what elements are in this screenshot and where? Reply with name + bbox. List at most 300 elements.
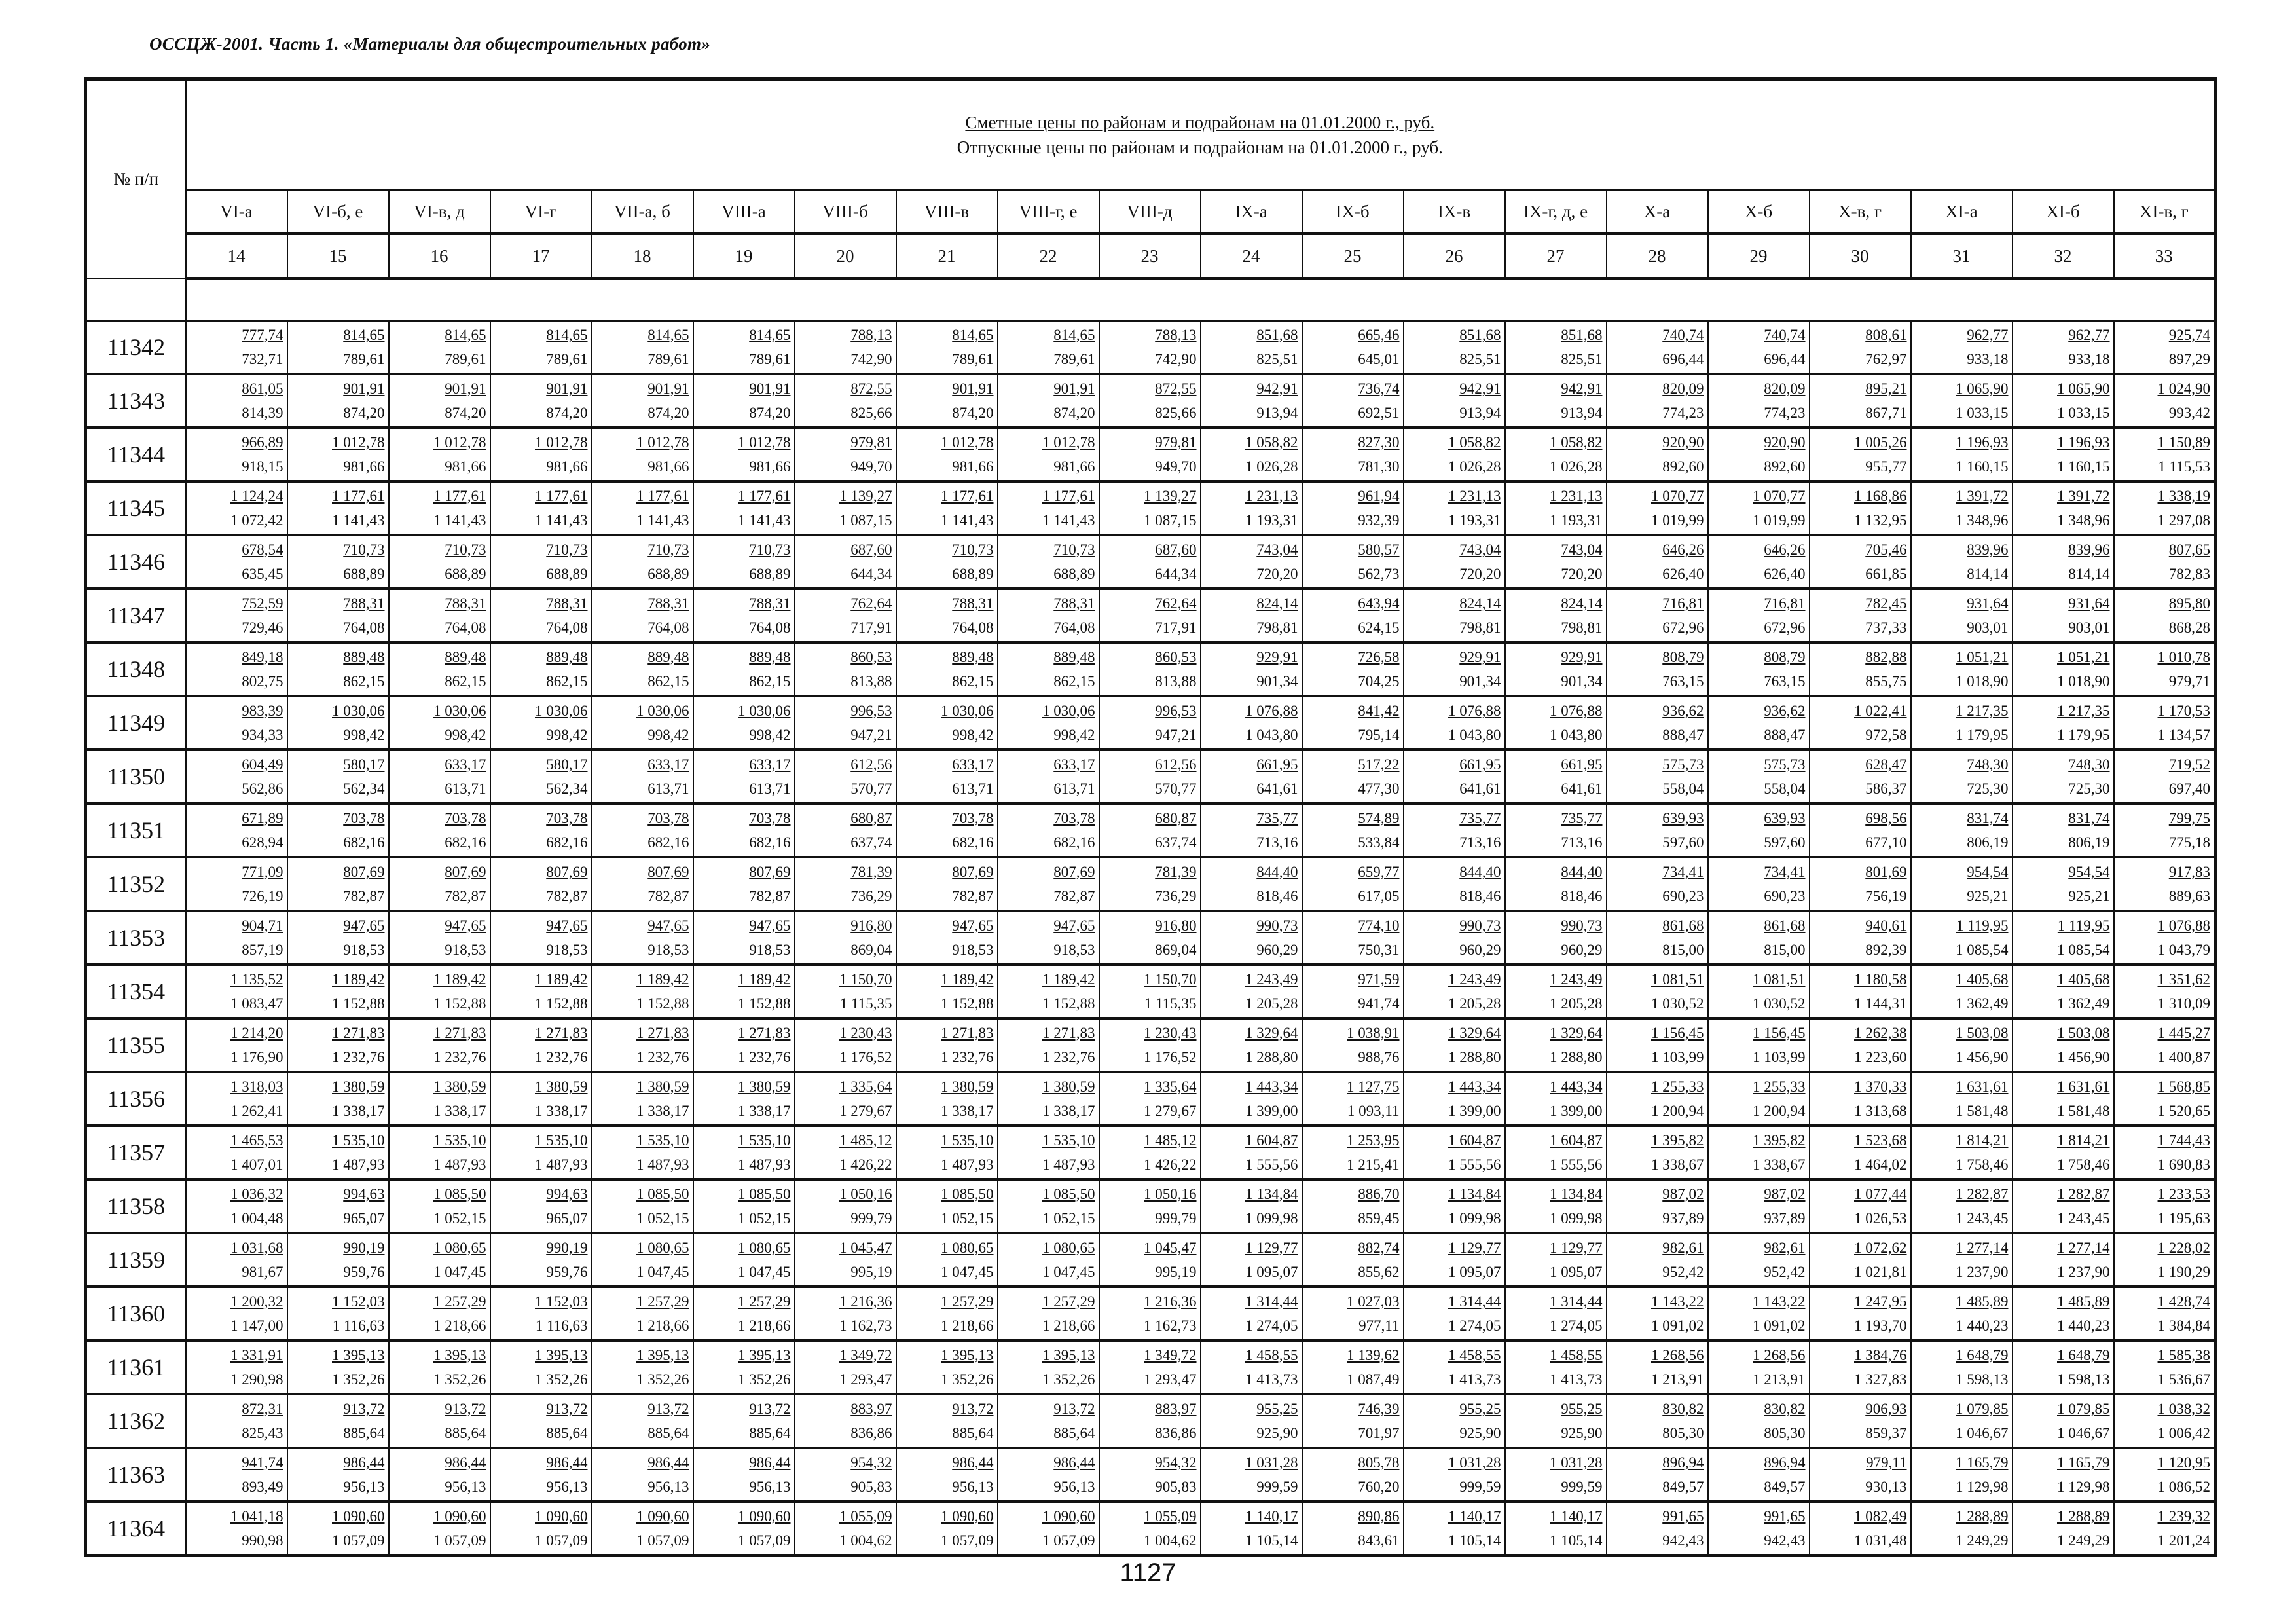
price-cell bbox=[1099, 1018, 1201, 1072]
price-cell bbox=[2114, 911, 2215, 965]
estimate-price: 743,04 bbox=[1561, 542, 1603, 558]
price-cell bbox=[186, 911, 287, 965]
release-price: 1 338,17 bbox=[332, 1103, 385, 1119]
release-price: 1 072,42 bbox=[230, 512, 283, 528]
release-price: 995,19 bbox=[850, 1264, 892, 1280]
estimate-price: 1 140,17 bbox=[1245, 1508, 1298, 1524]
row-code: 11358 bbox=[86, 1179, 186, 1233]
price-cell bbox=[592, 1340, 693, 1394]
release-price: 1 232,76 bbox=[941, 1049, 994, 1065]
release-price: 774,23 bbox=[1662, 405, 1704, 421]
price-cell bbox=[592, 803, 693, 857]
estimate-price: 1 189,42 bbox=[535, 971, 588, 987]
price-cell bbox=[896, 911, 998, 965]
release-price: 637,74 bbox=[850, 834, 892, 851]
release-price: 1 310,09 bbox=[2157, 995, 2211, 1012]
release-price: 1 193,31 bbox=[1550, 512, 1603, 528]
estimate-price: 986,44 bbox=[647, 1454, 689, 1471]
release-price: 690,23 bbox=[1764, 888, 1806, 904]
price-cell bbox=[896, 1287, 998, 1340]
estimate-price: 991,65 bbox=[1662, 1508, 1704, 1524]
estimate-price: 1 085,50 bbox=[636, 1186, 689, 1202]
release-price: 1 413,73 bbox=[1448, 1371, 1501, 1388]
release-price: 1 179,95 bbox=[2057, 727, 2110, 743]
price-cell bbox=[1099, 374, 1201, 428]
price-cell bbox=[1201, 481, 1302, 535]
release-price: 1 313,68 bbox=[1854, 1103, 1907, 1119]
price-cell bbox=[1505, 1502, 1607, 1556]
price-cell bbox=[2013, 1018, 2114, 1072]
estimate-price: 860,53 bbox=[850, 649, 892, 665]
release-price: 1 555,56 bbox=[1550, 1156, 1603, 1173]
estimate-price: 901,91 bbox=[647, 380, 689, 397]
estimate-price: 1 277,14 bbox=[2057, 1240, 2110, 1256]
price-cell bbox=[1099, 965, 1201, 1018]
estimate-price: 1 134,84 bbox=[1245, 1186, 1298, 1202]
price-cell bbox=[2013, 1340, 2114, 1394]
price-cell bbox=[896, 1340, 998, 1394]
price-cell bbox=[896, 589, 998, 642]
row-code: 11364 bbox=[86, 1502, 186, 1556]
release-price: 849,57 bbox=[1764, 1479, 1806, 1495]
price-cell bbox=[1404, 1448, 1505, 1502]
release-price: 981,66 bbox=[1053, 458, 1095, 475]
price-cell bbox=[1911, 1233, 2013, 1287]
estimate-price: 814,65 bbox=[343, 327, 385, 343]
estimate-price: 1 744,43 bbox=[2157, 1132, 2211, 1149]
price-cell bbox=[287, 750, 389, 803]
release-price: 862,15 bbox=[546, 673, 588, 690]
price-cell bbox=[1607, 642, 1708, 696]
release-price: 1 095,07 bbox=[1245, 1264, 1298, 1280]
estimate-price: 639,93 bbox=[1662, 810, 1704, 826]
estimate-price: 633,17 bbox=[1053, 756, 1095, 773]
price-cell bbox=[2013, 481, 2114, 535]
release-price: 998,42 bbox=[546, 727, 588, 743]
price-cell bbox=[693, 803, 795, 857]
release-price: 1 087,15 bbox=[839, 512, 892, 528]
price-cell bbox=[287, 374, 389, 428]
price-cell bbox=[186, 374, 287, 428]
price-cell bbox=[1505, 857, 1607, 911]
price-cell bbox=[1911, 1126, 2013, 1179]
column-number: 14 bbox=[186, 234, 287, 278]
estimate-price: 1 329,64 bbox=[1245, 1025, 1298, 1041]
estimate-price: 1 140,17 bbox=[1550, 1508, 1603, 1524]
release-price: 1 293,47 bbox=[1144, 1371, 1197, 1388]
price-cell bbox=[287, 911, 389, 965]
release-price: 764,08 bbox=[647, 619, 689, 636]
price-cell bbox=[1099, 857, 1201, 911]
price-cell bbox=[896, 374, 998, 428]
price-cell bbox=[1404, 589, 1505, 642]
price-cell bbox=[1607, 911, 1708, 965]
release-price: 1 176,90 bbox=[230, 1049, 283, 1065]
column-number: 21 bbox=[896, 234, 998, 278]
estimate-price: 788,13 bbox=[850, 327, 892, 343]
price-cell bbox=[2013, 803, 2114, 857]
release-price: 729,46 bbox=[242, 619, 283, 636]
estimate-price: 1 030,06 bbox=[941, 703, 994, 719]
estimate-price: 851,68 bbox=[1256, 327, 1298, 343]
estimate-price: 982,61 bbox=[1662, 1240, 1704, 1256]
estimate-price: 955,25 bbox=[1561, 1401, 1603, 1417]
release-price: 613,71 bbox=[952, 781, 994, 797]
release-price: 806,19 bbox=[2068, 834, 2110, 851]
price-cell bbox=[896, 1448, 998, 1502]
price-cell bbox=[186, 1018, 287, 1072]
estimate-price: 1 233,53 bbox=[2157, 1186, 2211, 1202]
release-price: 960,29 bbox=[1561, 942, 1603, 958]
estimate-price: 633,17 bbox=[952, 756, 994, 773]
estimate-price: 994,63 bbox=[546, 1186, 588, 1202]
estimate-price: 1 465,53 bbox=[230, 1132, 283, 1149]
price-cell bbox=[1099, 1448, 1201, 1502]
estimate-price: 1 535,10 bbox=[433, 1132, 486, 1149]
release-price: 1 200,94 bbox=[1651, 1103, 1704, 1119]
estimate-price: 954,32 bbox=[850, 1454, 892, 1471]
row-code: 11356 bbox=[86, 1072, 186, 1126]
release-price: 867,71 bbox=[1865, 405, 1907, 421]
release-price: 918,53 bbox=[445, 942, 486, 958]
table-row bbox=[86, 1502, 2215, 1556]
estimate-price: 1 262,38 bbox=[1854, 1025, 1907, 1041]
estimate-price: 1 055,09 bbox=[839, 1508, 892, 1524]
estimate-price: 936,62 bbox=[1764, 703, 1806, 719]
estimate-price: 1 081,51 bbox=[1753, 971, 1806, 987]
estimate-price: 820,09 bbox=[1662, 380, 1704, 397]
estimate-price: 1 177,61 bbox=[636, 488, 689, 504]
estimate-price: 1 012,78 bbox=[433, 434, 486, 451]
price-cell bbox=[1404, 750, 1505, 803]
price-cell bbox=[1708, 803, 1810, 857]
estimate-price: 716,81 bbox=[1764, 595, 1806, 612]
estimate-price: 1 214,20 bbox=[230, 1025, 283, 1041]
price-cell bbox=[389, 1126, 490, 1179]
release-price: 1 083,47 bbox=[230, 995, 283, 1012]
release-price: 1 232,76 bbox=[636, 1049, 689, 1065]
price-cell bbox=[1810, 750, 1911, 803]
price-cell bbox=[186, 1287, 287, 1340]
table-row bbox=[86, 1394, 2215, 1448]
release-price: 805,30 bbox=[1764, 1425, 1806, 1441]
estimate-price: 1 380,59 bbox=[1042, 1079, 1095, 1095]
price-cell bbox=[1911, 857, 2013, 911]
estimate-price: 1 271,83 bbox=[535, 1025, 588, 1041]
estimate-price: 1 010,78 bbox=[2157, 649, 2211, 665]
estimate-price: 920,90 bbox=[1764, 434, 1806, 451]
estimate-price: 612,56 bbox=[850, 756, 892, 773]
price-cell bbox=[896, 1018, 998, 1072]
price-cell bbox=[389, 535, 490, 589]
estimate-price: 925,74 bbox=[2168, 327, 2211, 343]
price-cell bbox=[1099, 696, 1201, 750]
release-price: 1 348,96 bbox=[1956, 512, 2009, 528]
release-price: 903,01 bbox=[1967, 619, 2009, 636]
estimate-price: 575,73 bbox=[1662, 756, 1704, 773]
row-code: 11348 bbox=[86, 642, 186, 696]
estimate-price: 1 443,34 bbox=[1550, 1079, 1603, 1095]
estimate-price: 890,86 bbox=[1358, 1508, 1400, 1524]
price-cell bbox=[1201, 642, 1302, 696]
release-price: 825,66 bbox=[850, 405, 892, 421]
estimate-price: 962,77 bbox=[1967, 327, 2009, 343]
release-price: 782,87 bbox=[952, 888, 994, 904]
estimate-price: 799,75 bbox=[2168, 810, 2211, 826]
price-cell bbox=[1201, 589, 1302, 642]
estimate-price: 1 535,10 bbox=[535, 1132, 588, 1149]
estimate-price: 1 814,21 bbox=[2057, 1132, 2110, 1149]
estimate-price: 748,30 bbox=[1967, 756, 2009, 773]
price-cell bbox=[2114, 481, 2215, 535]
price-cell bbox=[2013, 1502, 2114, 1556]
price-cell bbox=[693, 965, 795, 1018]
release-price: 1 047,45 bbox=[636, 1264, 689, 1280]
table-row bbox=[86, 535, 2215, 589]
estimate-price: 986,44 bbox=[343, 1454, 385, 1471]
estimate-price: 807,69 bbox=[749, 864, 791, 880]
price-cell bbox=[1302, 428, 1404, 481]
estimate-price: 1 458,55 bbox=[1245, 1347, 1298, 1363]
estimate-price: 983,39 bbox=[242, 703, 283, 719]
release-price: 789,61 bbox=[647, 351, 689, 367]
estimate-price: 990,73 bbox=[1256, 917, 1298, 934]
price-cell bbox=[1505, 1287, 1607, 1340]
price-cell bbox=[896, 481, 998, 535]
estimate-price: 1 485,89 bbox=[2057, 1293, 2110, 1310]
release-price: 688,89 bbox=[952, 566, 994, 582]
release-price: 859,37 bbox=[1865, 1425, 1907, 1441]
release-price: 1 152,88 bbox=[1042, 995, 1095, 1012]
release-price: 1 201,24 bbox=[2157, 1532, 2211, 1549]
estimate-price: 882,88 bbox=[1865, 649, 1907, 665]
price-cell bbox=[795, 1018, 896, 1072]
estimate-price: 954,54 bbox=[1967, 864, 2009, 880]
price-cell bbox=[1810, 803, 1911, 857]
estimate-price: 979,11 bbox=[1866, 1454, 1907, 1471]
price-cell bbox=[795, 1287, 896, 1340]
estimate-price: 703,78 bbox=[546, 810, 588, 826]
estimate-price: 824,14 bbox=[1561, 595, 1603, 612]
release-price: 782,87 bbox=[445, 888, 486, 904]
release-price: 737,33 bbox=[1865, 619, 1907, 636]
estimate-price: 633,17 bbox=[445, 756, 486, 773]
price-cell bbox=[795, 1072, 896, 1126]
estimate-price: 851,68 bbox=[1459, 327, 1501, 343]
price-cell bbox=[1607, 589, 1708, 642]
release-price: 562,73 bbox=[1358, 566, 1400, 582]
release-price: 641,61 bbox=[1561, 781, 1603, 797]
price-cell bbox=[1302, 1340, 1404, 1394]
release-price: 998,42 bbox=[445, 727, 486, 743]
estimate-price: 883,97 bbox=[1155, 1401, 1197, 1417]
price-cell bbox=[287, 1340, 389, 1394]
estimate-price: 1 335,64 bbox=[1144, 1079, 1197, 1095]
estimate-price: 1 085,50 bbox=[941, 1186, 994, 1202]
price-cell bbox=[1911, 589, 2013, 642]
release-price: 1 352,26 bbox=[332, 1371, 385, 1388]
estimate-price: 861,05 bbox=[242, 380, 283, 397]
release-price: 925,21 bbox=[2068, 888, 2110, 904]
price-cell bbox=[2114, 321, 2215, 374]
release-price: 1 004,62 bbox=[839, 1532, 892, 1549]
price-cell bbox=[896, 321, 998, 374]
release-price: 1 141,43 bbox=[332, 512, 385, 528]
price-cell bbox=[2114, 589, 2215, 642]
price-cell bbox=[795, 321, 896, 374]
price-cell bbox=[998, 803, 1099, 857]
district-header: VIII-д bbox=[1099, 190, 1201, 234]
estimate-price: 913,72 bbox=[546, 1401, 588, 1417]
estimate-price: 1 030,06 bbox=[535, 703, 588, 719]
release-price: 965,07 bbox=[546, 1210, 588, 1227]
table-row bbox=[86, 803, 2215, 857]
price-cell bbox=[1404, 1340, 1505, 1394]
estimate-price: 1 012,78 bbox=[941, 434, 994, 451]
estimate-price: 1 391,72 bbox=[1956, 488, 2009, 504]
release-price: 913,94 bbox=[1561, 405, 1603, 421]
release-price: 789,61 bbox=[1053, 351, 1095, 367]
price-cell bbox=[1708, 857, 1810, 911]
release-price: 1 152,88 bbox=[433, 995, 486, 1012]
price-cell bbox=[186, 1179, 287, 1233]
release-price: 688,89 bbox=[343, 566, 385, 582]
release-price: 825,51 bbox=[1561, 351, 1603, 367]
release-price: 1 115,35 bbox=[1144, 995, 1197, 1012]
release-price: 901,34 bbox=[1256, 673, 1298, 690]
estimate-price: 774,10 bbox=[1358, 917, 1400, 934]
price-cell bbox=[693, 642, 795, 696]
estimate-price: 917,83 bbox=[2168, 864, 2211, 880]
estimate-price: 920,90 bbox=[1662, 434, 1704, 451]
release-price: 925,90 bbox=[1459, 1425, 1501, 1441]
estimate-price: 661,95 bbox=[1459, 756, 1501, 773]
estimate-price: 1 384,76 bbox=[1854, 1347, 1907, 1363]
release-price: 1 426,22 bbox=[1144, 1156, 1197, 1173]
price-cell bbox=[2013, 1072, 2114, 1126]
estimate-price: 574,89 bbox=[1358, 810, 1400, 826]
release-price: 874,20 bbox=[343, 405, 385, 421]
price-cell bbox=[1505, 1126, 1607, 1179]
estimate-price: 1 257,29 bbox=[738, 1293, 791, 1310]
estimate-price: 580,57 bbox=[1358, 542, 1400, 558]
estimate-price: 1 030,06 bbox=[636, 703, 689, 719]
estimate-price: 1 814,21 bbox=[1956, 1132, 2009, 1149]
release-price: 1 555,56 bbox=[1448, 1156, 1501, 1173]
release-price: 1 487,93 bbox=[636, 1156, 689, 1173]
price-cell bbox=[1911, 1018, 2013, 1072]
price-cell bbox=[490, 1448, 592, 1502]
price-cell bbox=[1302, 374, 1404, 428]
price-cell bbox=[998, 589, 1099, 642]
estimate-price: 678,54 bbox=[242, 542, 283, 558]
release-price: 1 152,88 bbox=[636, 995, 689, 1012]
price-cell bbox=[490, 1072, 592, 1126]
estimate-price: 1 139,62 bbox=[1347, 1347, 1400, 1363]
release-price: 1 057,09 bbox=[1042, 1532, 1095, 1549]
release-price: 1 218,66 bbox=[433, 1318, 486, 1334]
table-row bbox=[86, 1233, 2215, 1287]
price-cell bbox=[287, 965, 389, 1018]
price-cell bbox=[1708, 642, 1810, 696]
price-cell bbox=[1708, 1072, 1810, 1126]
estimate-price: 913,72 bbox=[647, 1401, 689, 1417]
estimate-price: 987,02 bbox=[1764, 1186, 1806, 1202]
release-price: 713,16 bbox=[1459, 834, 1501, 851]
estimate-price: 872,55 bbox=[850, 380, 892, 397]
price-cell bbox=[592, 1502, 693, 1556]
price-cell bbox=[1708, 1394, 1810, 1448]
release-price: 789,61 bbox=[952, 351, 994, 367]
release-price: 789,61 bbox=[749, 351, 791, 367]
price-cell bbox=[1911, 696, 2013, 750]
district-header: IX-в bbox=[1404, 190, 1505, 234]
release-price: 1 338,17 bbox=[433, 1103, 486, 1119]
estimate-price: 1 189,42 bbox=[332, 971, 385, 987]
estimate-price: 831,74 bbox=[1967, 810, 2009, 826]
release-price: 764,08 bbox=[445, 619, 486, 636]
price-cell bbox=[1404, 1394, 1505, 1448]
estimate-price: 746,39 bbox=[1358, 1401, 1400, 1417]
estimate-price: 661,95 bbox=[1561, 756, 1603, 773]
row-code: 11360 bbox=[86, 1287, 186, 1340]
price-cell bbox=[2013, 535, 2114, 589]
release-price: 818,46 bbox=[1561, 888, 1603, 904]
estimate-price: 986,44 bbox=[952, 1454, 994, 1471]
estimate-price: 1 282,87 bbox=[1956, 1186, 2009, 1202]
release-price: 688,89 bbox=[546, 566, 588, 582]
estimate-price: 1 257,29 bbox=[1042, 1293, 1095, 1310]
release-price: 720,20 bbox=[1561, 566, 1603, 582]
district-header: X-а bbox=[1607, 190, 1708, 234]
release-price: 925,21 bbox=[1967, 888, 2009, 904]
release-price: 1 105,14 bbox=[1550, 1532, 1603, 1549]
release-price: 855,62 bbox=[1358, 1264, 1400, 1280]
release-price: 933,18 bbox=[1967, 351, 2009, 367]
row-code: 11355 bbox=[86, 1018, 186, 1072]
price-cell bbox=[287, 321, 389, 374]
price-cell bbox=[592, 1072, 693, 1126]
estimate-price: 839,96 bbox=[2068, 542, 2110, 558]
release-price: 558,04 bbox=[1764, 781, 1806, 797]
price-cell bbox=[693, 1394, 795, 1448]
price-cell bbox=[1099, 803, 1201, 857]
price-cell bbox=[186, 428, 287, 481]
release-price: 1 440,23 bbox=[2057, 1318, 2110, 1334]
release-price: 1 362,49 bbox=[1956, 995, 2009, 1012]
estimate-price: 1 255,33 bbox=[1651, 1079, 1704, 1095]
release-price: 956,13 bbox=[343, 1479, 385, 1495]
release-price: 692,51 bbox=[1358, 405, 1400, 421]
release-price: 742,90 bbox=[850, 351, 892, 367]
release-price: 956,13 bbox=[749, 1479, 791, 1495]
release-price: 1 456,90 bbox=[2057, 1049, 2110, 1065]
price-cell bbox=[592, 321, 693, 374]
table-row bbox=[86, 1340, 2215, 1394]
price-cell bbox=[389, 642, 490, 696]
estimate-price: 1 380,59 bbox=[738, 1079, 791, 1095]
release-price: 993,42 bbox=[2168, 405, 2211, 421]
price-cell bbox=[389, 1179, 490, 1233]
release-price: 1 141,43 bbox=[535, 512, 588, 528]
estimate-price: 1 239,32 bbox=[2157, 1508, 2211, 1524]
estimate-price: 1 152,03 bbox=[332, 1293, 385, 1310]
release-price: 1 129,98 bbox=[2057, 1479, 2110, 1495]
price-cell bbox=[1708, 1502, 1810, 1556]
release-price: 1 141,43 bbox=[941, 512, 994, 528]
release-price: 1 218,66 bbox=[1042, 1318, 1095, 1334]
release-price: 874,20 bbox=[749, 405, 791, 421]
